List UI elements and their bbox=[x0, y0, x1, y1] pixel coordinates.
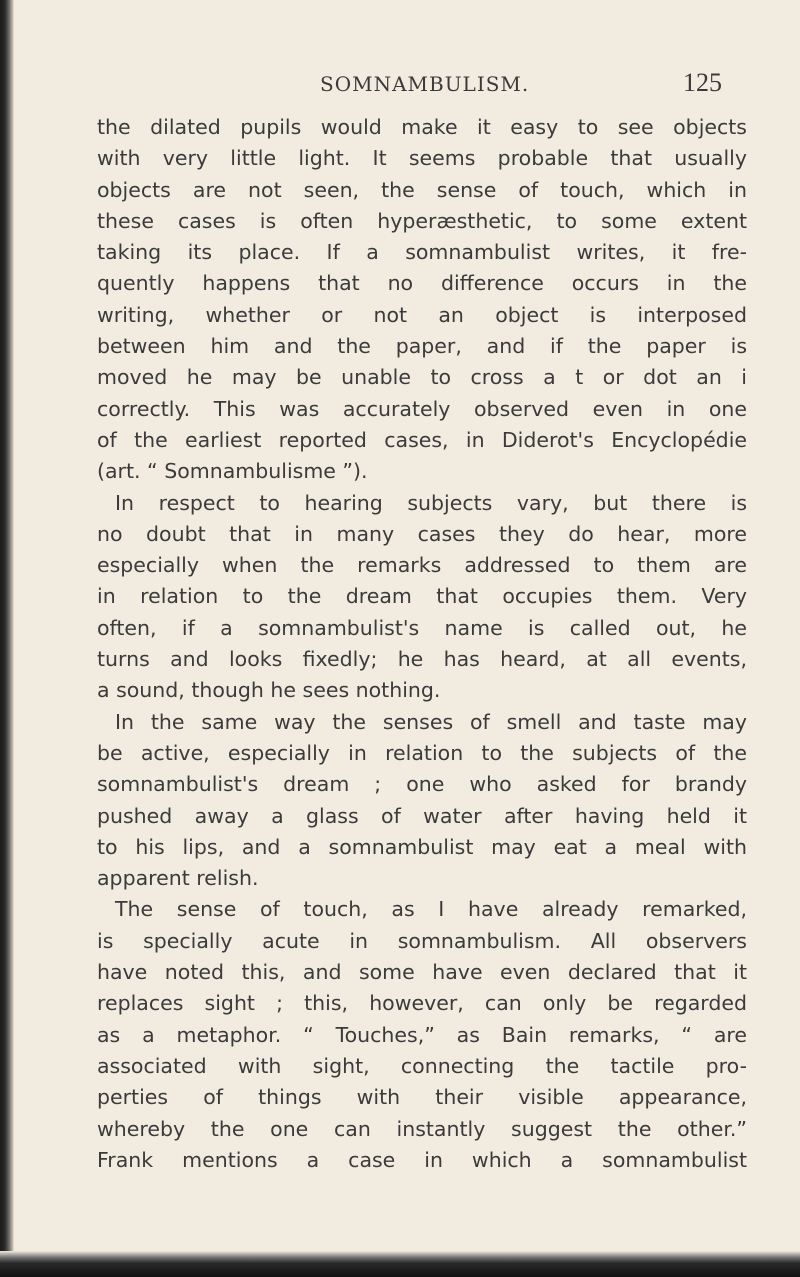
text-line: no doubt that in many cases they do hear, more bbox=[97, 521, 747, 546]
text-line: especially when the remarks addressed to them are bbox=[97, 553, 747, 578]
text-line: with very little light. It seems probable that usually bbox=[97, 146, 747, 171]
page-number: 125 bbox=[683, 68, 722, 97]
text-line: quently happens that no difference occurs in the bbox=[97, 271, 747, 296]
text-line: as a metaphor. “ Touches,” as Bain remarks, “ are bbox=[97, 1022, 747, 1047]
text-line: (art. “ Somnambulisme ”). bbox=[97, 459, 368, 484]
text-line: the dilated pupils would make it easy to see objects bbox=[97, 115, 747, 139]
text-line: perties of things with their visible appearance, bbox=[97, 1085, 747, 1110]
text-line: correctly. This was accurately observed even in one bbox=[97, 396, 747, 421]
text-line: of the earliest reported cases, in Diderot's Encyclopédie bbox=[97, 427, 747, 452]
text-line: these cases is often hyperæsthetic, to some extent bbox=[97, 208, 747, 233]
text-line: apparent relish. bbox=[97, 866, 259, 891]
text-line: be active, especially in relation to the subjects of the bbox=[97, 740, 747, 765]
text-line: often, if a somnambulist's name is called out, he bbox=[97, 615, 747, 640]
body-text bbox=[97, 112, 747, 1176]
running-title: SOMNAMBULISM. bbox=[320, 72, 530, 96]
page-binding-shadow bbox=[0, 0, 14, 1277]
text-line: have noted this, and some have even declared that it bbox=[97, 960, 747, 985]
text-line: pushed away a glass of water after having held it bbox=[97, 803, 747, 828]
page-bottom-shadow bbox=[0, 1251, 800, 1277]
text-line: is specially acute in somnambulism. All observers bbox=[97, 928, 747, 953]
text-line: objects are not seen, the sense of touch, which in bbox=[97, 177, 747, 202]
text-line: The sense of touch, as I have already remarked, bbox=[115, 897, 747, 922]
text-line: associated with sight, connecting the tactile pro- bbox=[97, 1053, 747, 1078]
text-line: in relation to the dream that occupies them. Very bbox=[97, 584, 747, 609]
text-line: writing, whether or not an object is interposed bbox=[97, 302, 747, 327]
text-line: Frank mentions a case in which a somnambulist bbox=[97, 1147, 747, 1172]
text-line: moved he may be unable to cross a t or dot an i bbox=[97, 365, 747, 390]
text-line: whereby the one can instantly suggest the other.” bbox=[97, 1116, 747, 1141]
text-line: turns and looks fixedly; he has heard, at all events, bbox=[97, 647, 747, 672]
text-line: somnambulist's dream ; one who asked for brandy bbox=[97, 772, 747, 797]
text-line: In respect to hearing subjects vary, but there is bbox=[115, 490, 747, 515]
text-line: to his lips, and a somnambulist may eat a meal with bbox=[97, 834, 747, 859]
text-line: replaces sight ; this, however, can only be regarded bbox=[97, 991, 747, 1016]
text-line: a sound, though he sees nothing. bbox=[97, 678, 441, 703]
text-line: In the same way the senses of smell and taste may bbox=[115, 709, 747, 734]
text-line: taking its place. If a somnambulist writes, it fre- bbox=[97, 240, 747, 265]
running-head bbox=[0, 68, 800, 102]
text-line: between him and the paper, and if the paper is bbox=[97, 334, 747, 359]
